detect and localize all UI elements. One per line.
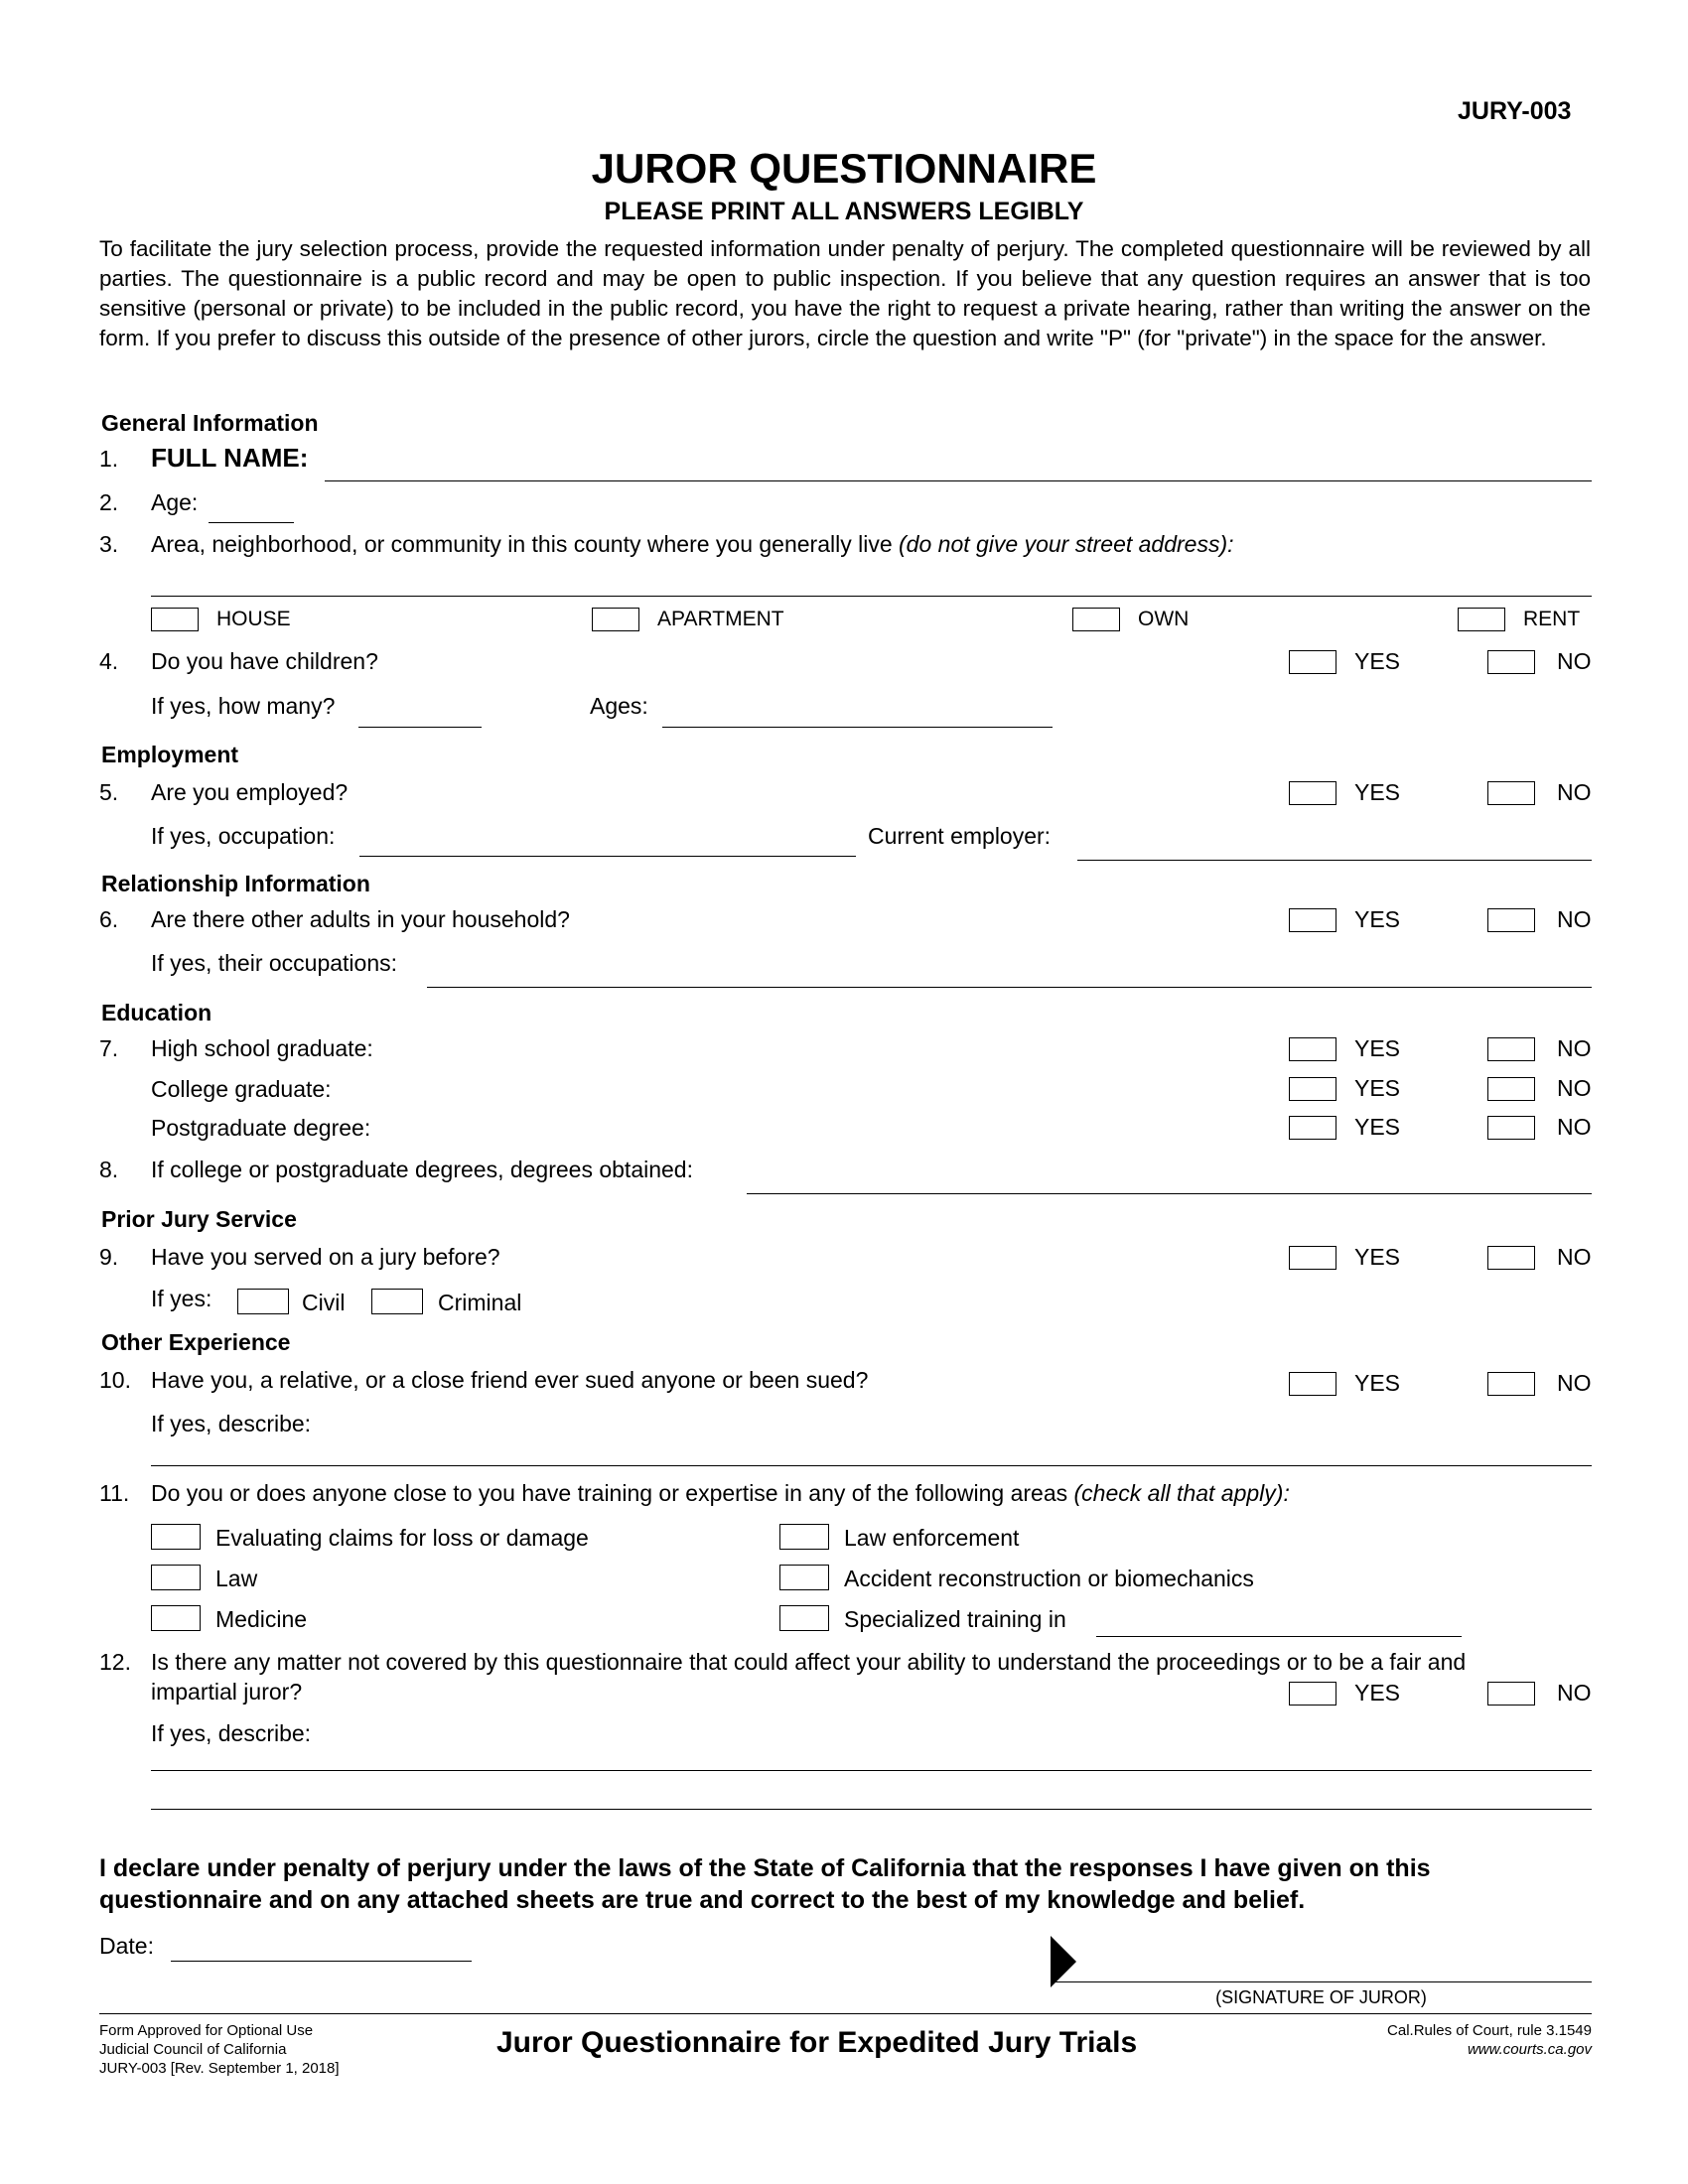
q12-number: 12.: [99, 1649, 131, 1675]
section-general-information: General Information: [101, 410, 319, 436]
employer-field[interactable]: [1077, 860, 1592, 861]
law-enforcement-label: Law enforcement: [844, 1525, 1020, 1551]
q1-label: FULL NAME:: [151, 443, 309, 473]
occupation-label: If yes, occupation:: [151, 823, 336, 849]
college-yes-label: YES: [1354, 1075, 1401, 1101]
evaluating-claims-label: Evaluating claims for loss or damage: [215, 1525, 589, 1551]
q6-no-label: NO: [1557, 906, 1592, 932]
postgraduate-yes-label: YES: [1354, 1114, 1401, 1140]
q9-no-checkbox[interactable]: [1487, 1246, 1535, 1270]
college-yes-checkbox[interactable]: [1289, 1077, 1336, 1101]
medicine-label: Medicine: [215, 1606, 308, 1632]
law-enforcement-checkbox[interactable]: [779, 1524, 829, 1550]
form-id: JURY-003: [1458, 97, 1572, 125]
q10-no-label: NO: [1557, 1370, 1592, 1396]
q12-label-line2: impartial juror?: [151, 1679, 303, 1705]
q2-label: Age:: [151, 489, 199, 515]
q10-no-checkbox[interactable]: [1487, 1372, 1535, 1396]
q6-label: Are there other adults in your household?: [151, 906, 570, 932]
q5-yes-checkbox[interactable]: [1289, 781, 1336, 805]
civil-label: Civil: [302, 1290, 346, 1315]
section-employment: Employment: [101, 742, 239, 767]
page-subtitle: PLEASE PRINT ALL ANSWERS LEGIBLY: [604, 198, 1084, 225]
apartment-label: APARTMENT: [657, 608, 784, 630]
section-prior-jury-service: Prior Jury Service: [101, 1206, 297, 1232]
footer-divider: [99, 2013, 1592, 2014]
area-field[interactable]: [151, 596, 1592, 597]
signature-label: (SIGNATURE OF JUROR): [1215, 1987, 1427, 2007]
q12-yes-label: YES: [1354, 1680, 1401, 1706]
employer-label: Current employer:: [868, 823, 1052, 849]
civil-checkbox[interactable]: [237, 1289, 289, 1314]
footer-revision: JURY-003 [Rev. September 1, 2018]: [99, 2060, 340, 2077]
high-school-label: High school graduate:: [151, 1035, 373, 1061]
children-count-field[interactable]: [358, 727, 482, 728]
q5-no-checkbox[interactable]: [1487, 781, 1535, 805]
evaluating-claims-checkbox[interactable]: [151, 1524, 201, 1550]
children-count-label: If yes, how many?: [151, 693, 336, 719]
q8-number: 8.: [99, 1157, 119, 1182]
date-label: Date:: [99, 1933, 154, 1959]
q11-number: 11.: [99, 1480, 130, 1506]
jury-type-label: If yes:: [151, 1286, 212, 1311]
q10-number: 10.: [99, 1367, 131, 1393]
specialized-training-checkbox[interactable]: [779, 1605, 829, 1631]
q12-label-line1: Is there any matter not covered by this questionnaire that could affect your ability to understand the proceedings or to be a fair and: [151, 1649, 1467, 1675]
q5-label: Are you employed?: [151, 779, 349, 805]
accident-reconstruction-checkbox[interactable]: [779, 1565, 829, 1590]
law-label: Law: [215, 1566, 258, 1591]
own-label: OWN: [1138, 608, 1190, 630]
q6-yes-label: YES: [1354, 906, 1401, 932]
criminal-label: Criminal: [438, 1290, 522, 1315]
college-no-label: NO: [1557, 1075, 1592, 1101]
postgraduate-label: Postgraduate degree:: [151, 1115, 371, 1141]
q9-no-label: NO: [1557, 1244, 1592, 1270]
occupation-field[interactable]: [359, 856, 856, 857]
law-checkbox[interactable]: [151, 1565, 201, 1590]
q4-no-label: NO: [1557, 648, 1592, 674]
specialized-training-label: Specialized training in: [844, 1606, 1066, 1632]
q5-number: 5.: [99, 779, 119, 805]
q3-label-text: Area, neighborhood, or community in this county where you generally live: [151, 531, 900, 557]
q3-number: 3.: [99, 531, 119, 557]
high-school-no-checkbox[interactable]: [1487, 1037, 1535, 1061]
q10-describe-field[interactable]: [151, 1465, 1592, 1466]
house-label: HOUSE: [216, 608, 291, 630]
full-name-field[interactable]: [325, 480, 1592, 481]
q12-describe-field-2[interactable]: [151, 1809, 1592, 1810]
q2-number: 2.: [99, 489, 119, 515]
date-field[interactable]: [171, 1961, 472, 1962]
section-relationship-information: Relationship Information: [101, 871, 370, 896]
q6-yes-checkbox[interactable]: [1289, 908, 1336, 932]
declaration-line1: I declare under penalty of perjury under the laws of the State of California that the responses I have given on this: [99, 1854, 1431, 1882]
intro-paragraph: To facilitate the jury selection process, provide the requested information under penalty of perjury. The completed questionnaire will be reviewed by all parties. The questionnaire is a public record and may be open to public inspection. If you believe that any question requires an answer that is too sensitive (personal or private) to be included in the public record, you have the right to request a private hearing, rather than writing the answer on the form. If you prefer to discuss this outside of the presence of other jurors, circle the question and write "P" (for "private") in the space for the answer.: [99, 236, 1591, 350]
children-ages-label: Ages:: [590, 693, 648, 719]
q10-yes-checkbox[interactable]: [1289, 1372, 1336, 1396]
postgraduate-yes-checkbox[interactable]: [1289, 1116, 1336, 1140]
signature-field[interactable]: [1051, 1981, 1592, 1982]
college-label: College graduate:: [151, 1076, 332, 1102]
high-school-yes-checkbox[interactable]: [1289, 1037, 1336, 1061]
q11-label: [151, 1479, 1290, 1507]
q4-label: Do you have children?: [151, 648, 378, 674]
age-field[interactable]: [209, 522, 294, 523]
q4-no-checkbox[interactable]: [1487, 650, 1535, 674]
q9-number: 9.: [99, 1244, 119, 1270]
children-ages-field[interactable]: [662, 727, 1053, 728]
degrees-field[interactable]: [747, 1193, 1592, 1194]
footer-approval: Form Approved for Optional Use: [99, 2022, 314, 2039]
q10-label: Have you, a relative, or a close friend ever sued anyone or been sued?: [151, 1367, 869, 1393]
specialized-training-field[interactable]: [1096, 1636, 1462, 1637]
q4-yes-checkbox[interactable]: [1289, 650, 1336, 674]
q11-label-text: Do you or does anyone close to you have training or expertise in any of the following areas: [151, 1480, 1074, 1506]
footer-council: Judicial Council of California: [99, 2041, 287, 2058]
house-checkbox[interactable]: [151, 608, 199, 631]
household-occupations-label: If yes, their occupations:: [151, 950, 398, 976]
high-school-yes-label: YES: [1354, 1035, 1401, 1061]
criminal-checkbox[interactable]: [371, 1289, 423, 1314]
q7-number: 7.: [99, 1035, 119, 1061]
apartment-checkbox[interactable]: [592, 608, 639, 631]
q12-describe-label: If yes, describe:: [151, 1720, 312, 1746]
college-no-checkbox[interactable]: [1487, 1077, 1535, 1101]
q12-no-label: NO: [1557, 1680, 1592, 1706]
q11-hint: (check all that apply):: [1073, 1480, 1290, 1506]
page-title: JUROR QUESTIONNAIRE: [591, 145, 1097, 192]
household-occupations-field[interactable]: [427, 987, 1592, 988]
q6-no-checkbox[interactable]: [1487, 908, 1535, 932]
q9-label: Have you served on a jury before?: [151, 1244, 500, 1270]
footer-rule: Cal.Rules of Court, rule 3.1549: [1387, 2022, 1592, 2039]
q8-label: If college or postgraduate degrees, degrees obtained:: [151, 1157, 693, 1182]
postgraduate-no-checkbox[interactable]: [1487, 1116, 1535, 1140]
signature-arrow-icon: [1051, 1936, 1076, 1987]
q12-describe-field-1[interactable]: [151, 1770, 1592, 1771]
q12-yes-checkbox[interactable]: [1289, 1682, 1336, 1706]
q4-yes-label: YES: [1354, 648, 1401, 674]
q6-number: 6.: [99, 906, 119, 932]
section-other-experience: Other Experience: [101, 1329, 291, 1355]
footer-title: Juror Questionnaire for Expedited Jury Trials: [496, 2026, 1138, 2059]
own-checkbox[interactable]: [1072, 608, 1120, 631]
high-school-no-label: NO: [1557, 1035, 1592, 1061]
q9-yes-checkbox[interactable]: [1289, 1246, 1336, 1270]
postgraduate-no-label: NO: [1557, 1114, 1592, 1140]
section-education: Education: [101, 1000, 212, 1025]
footer-website[interactable]: www.courts.ca.gov: [1467, 2041, 1592, 2058]
accident-reconstruction-label: Accident reconstruction or biomechanics: [844, 1566, 1254, 1591]
q12-no-checkbox[interactable]: [1487, 1682, 1535, 1706]
q5-yes-label: YES: [1354, 779, 1401, 805]
q4-number: 4.: [99, 648, 119, 674]
q1-number: 1.: [99, 446, 119, 472]
q3-hint: (do not give your street address):: [899, 531, 1234, 557]
medicine-checkbox[interactable]: [151, 1605, 201, 1631]
rent-label: RENT: [1523, 608, 1581, 630]
declaration-line2: questionnaire and on any attached sheets are true and correct to the best of my knowledge and belief.: [99, 1886, 1306, 1914]
rent-checkbox[interactable]: [1458, 608, 1505, 631]
q3-label: [151, 530, 1234, 558]
q9-yes-label: YES: [1354, 1244, 1401, 1270]
q10-describe-label: If yes, describe:: [151, 1411, 312, 1436]
q10-yes-label: YES: [1354, 1370, 1401, 1396]
q5-no-label: NO: [1557, 779, 1592, 805]
